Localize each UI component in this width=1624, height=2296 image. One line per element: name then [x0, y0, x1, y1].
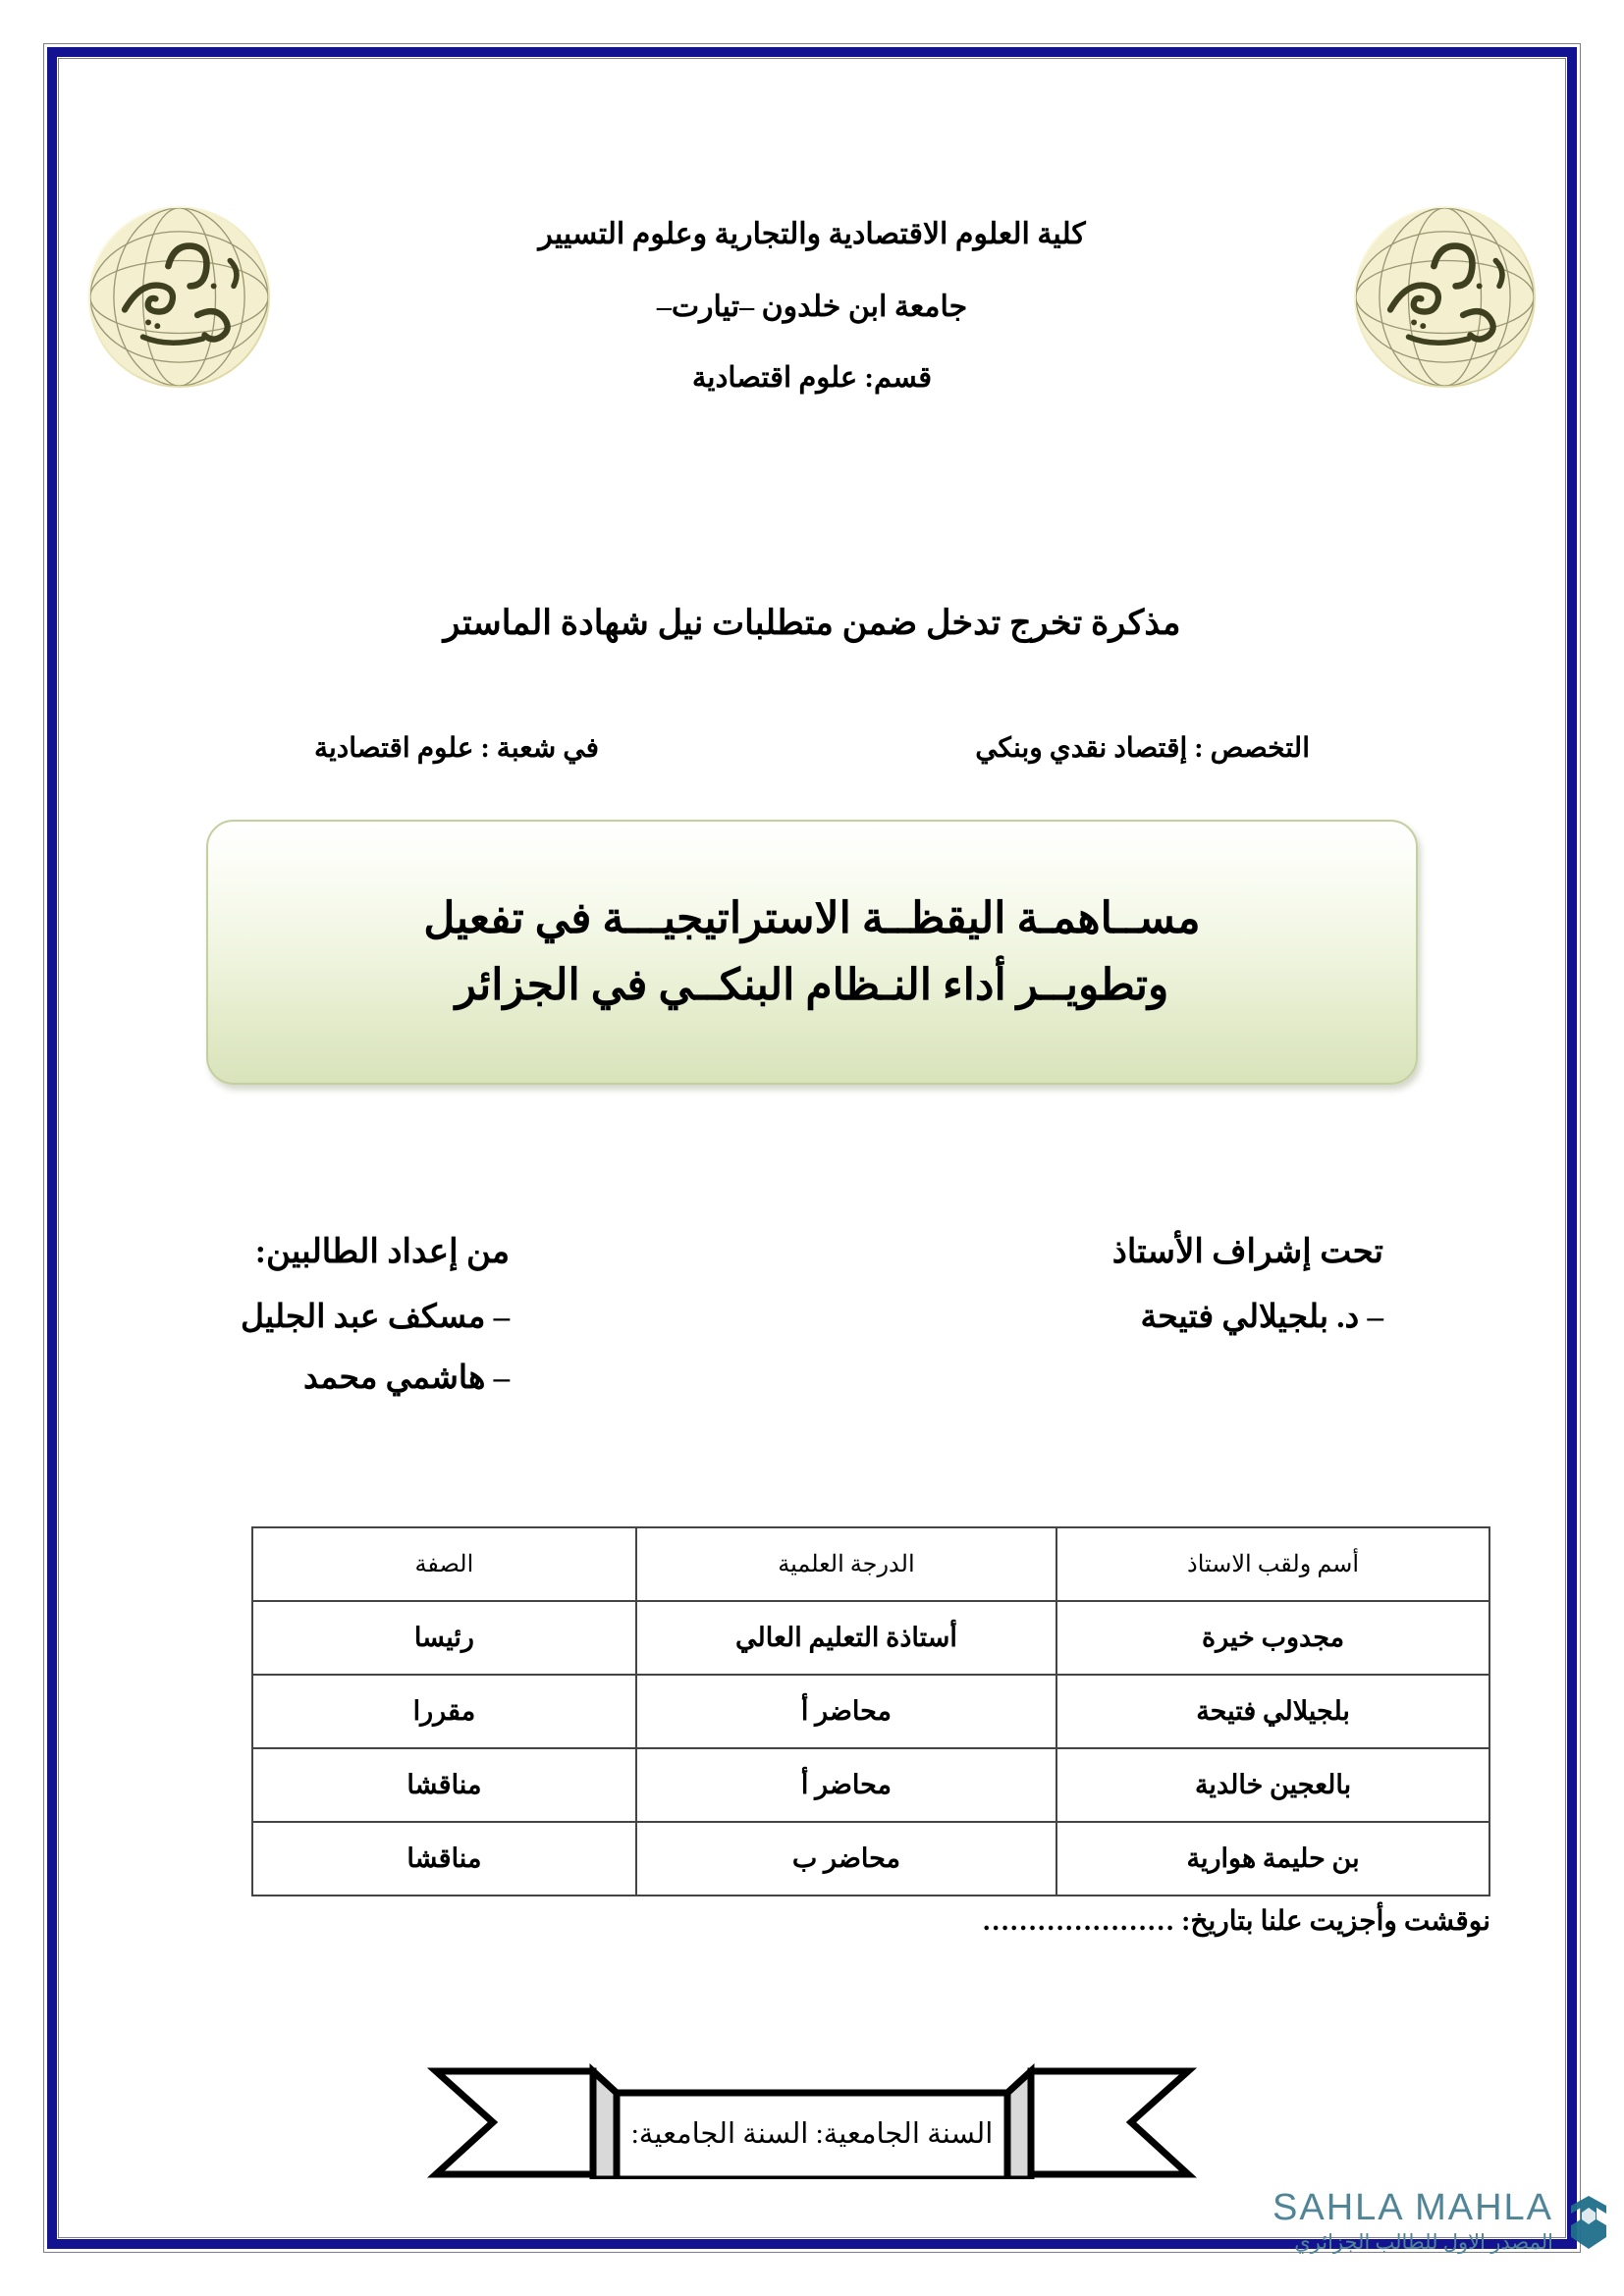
cell-role: مقررا — [252, 1675, 636, 1748]
supervisor-heading: تحت إشراف الأستاذ — [1111, 1234, 1383, 1270]
column-header-academic-grade: الدرجة العلمية — [636, 1527, 1056, 1601]
table-row — [252, 1822, 1489, 1896]
thesis-type-line: مذكرة تخرج تدخل ضمن متطلبات نيل شهادة الماستر — [443, 604, 1181, 642]
student-name: – مسكف عبد الجليل — [241, 1300, 511, 1335]
university-name: جامعة ابن خلدون –تيارت– — [656, 290, 968, 323]
student-name: – هاشمي محمد — [303, 1361, 511, 1396]
students-column — [241, 1232, 529, 1418]
branch-specialization-row — [314, 731, 1310, 765]
cell-professor-name: بن حليمة هوارية — [1056, 1822, 1489, 1896]
thesis-title-line-2: وتطويــر أداء النـظام البنكــي في الجزائر — [455, 961, 1169, 1009]
ribbon-shape — [424, 2032, 1200, 2179]
department-name: قسم: علوم اقتصادية — [691, 362, 933, 394]
sahla-mahla-watermark — [1272, 2189, 1614, 2255]
supervisor-column — [1087, 1232, 1383, 1418]
cell-role: مناقشا — [252, 1822, 636, 1896]
academic-year-text: السنة الجامعية: السنة الجامعية: — [630, 2118, 994, 2150]
cell-academic-grade: محاضر أ — [636, 1748, 1056, 1822]
defense-date-line: نوقشت وأجزيت علنا بتاريخ: ………………… — [982, 1906, 1490, 1937]
cell-role: رئيسا — [252, 1601, 636, 1675]
cell-role: مناقشا — [252, 1748, 636, 1822]
cell-professor-name: بلجيلالي فتيحة — [1056, 1675, 1489, 1748]
authors-supervisor-section — [241, 1232, 1383, 1418]
column-header-professor-name: أسم ولقب الاستاذ — [1056, 1527, 1489, 1601]
cell-professor-name: بالعجين خالدية — [1056, 1748, 1489, 1822]
students-heading: من إعداد الطالبين: — [254, 1234, 511, 1270]
table-row — [252, 1601, 1489, 1675]
faculty-name: كلية العلوم الاقتصادية والتجارية وعلوم التسيير — [538, 218, 1086, 250]
jury-table — [251, 1526, 1490, 1896]
cell-academic-grade: محاضر ب — [636, 1822, 1056, 1896]
supervisor-name: – د. بلجيلالي فتيحة — [1140, 1300, 1383, 1335]
table-row — [252, 1748, 1489, 1822]
cell-academic-grade: أستاذة التعليم العالي — [636, 1601, 1056, 1675]
cell-academic-grade: محاضر أ — [636, 1675, 1056, 1748]
watermark-tagline: المصدر الاول للطالب الجزائري — [1294, 2230, 1553, 2254]
watermark-brand: SAHLA MAHLA — [1272, 2187, 1553, 2228]
thesis-title-line-1: مســاهمـة اليقظــة الاستراتيجيـــة في تفعيل — [423, 893, 1201, 942]
thesis-title-box — [206, 820, 1418, 1085]
cell-professor-name: مجدوب خيرة — [1056, 1601, 1489, 1675]
specialization-label: التخصص : إقتصاد نقدي وبنكي — [975, 733, 1310, 764]
column-header-role: الصفة — [252, 1527, 636, 1601]
table-header-row — [252, 1527, 1489, 1601]
branch-label: في شعبة : علوم اقتصادية — [314, 733, 599, 764]
page-content — [59, 59, 1565, 2237]
watermark-text-group — [1272, 2189, 1553, 2255]
table-row — [252, 1675, 1489, 1748]
academic-year-banner — [59, 2032, 1565, 2179]
institution-header — [59, 216, 1565, 431]
sahla-mahla-logo-icon — [1563, 2194, 1614, 2251]
